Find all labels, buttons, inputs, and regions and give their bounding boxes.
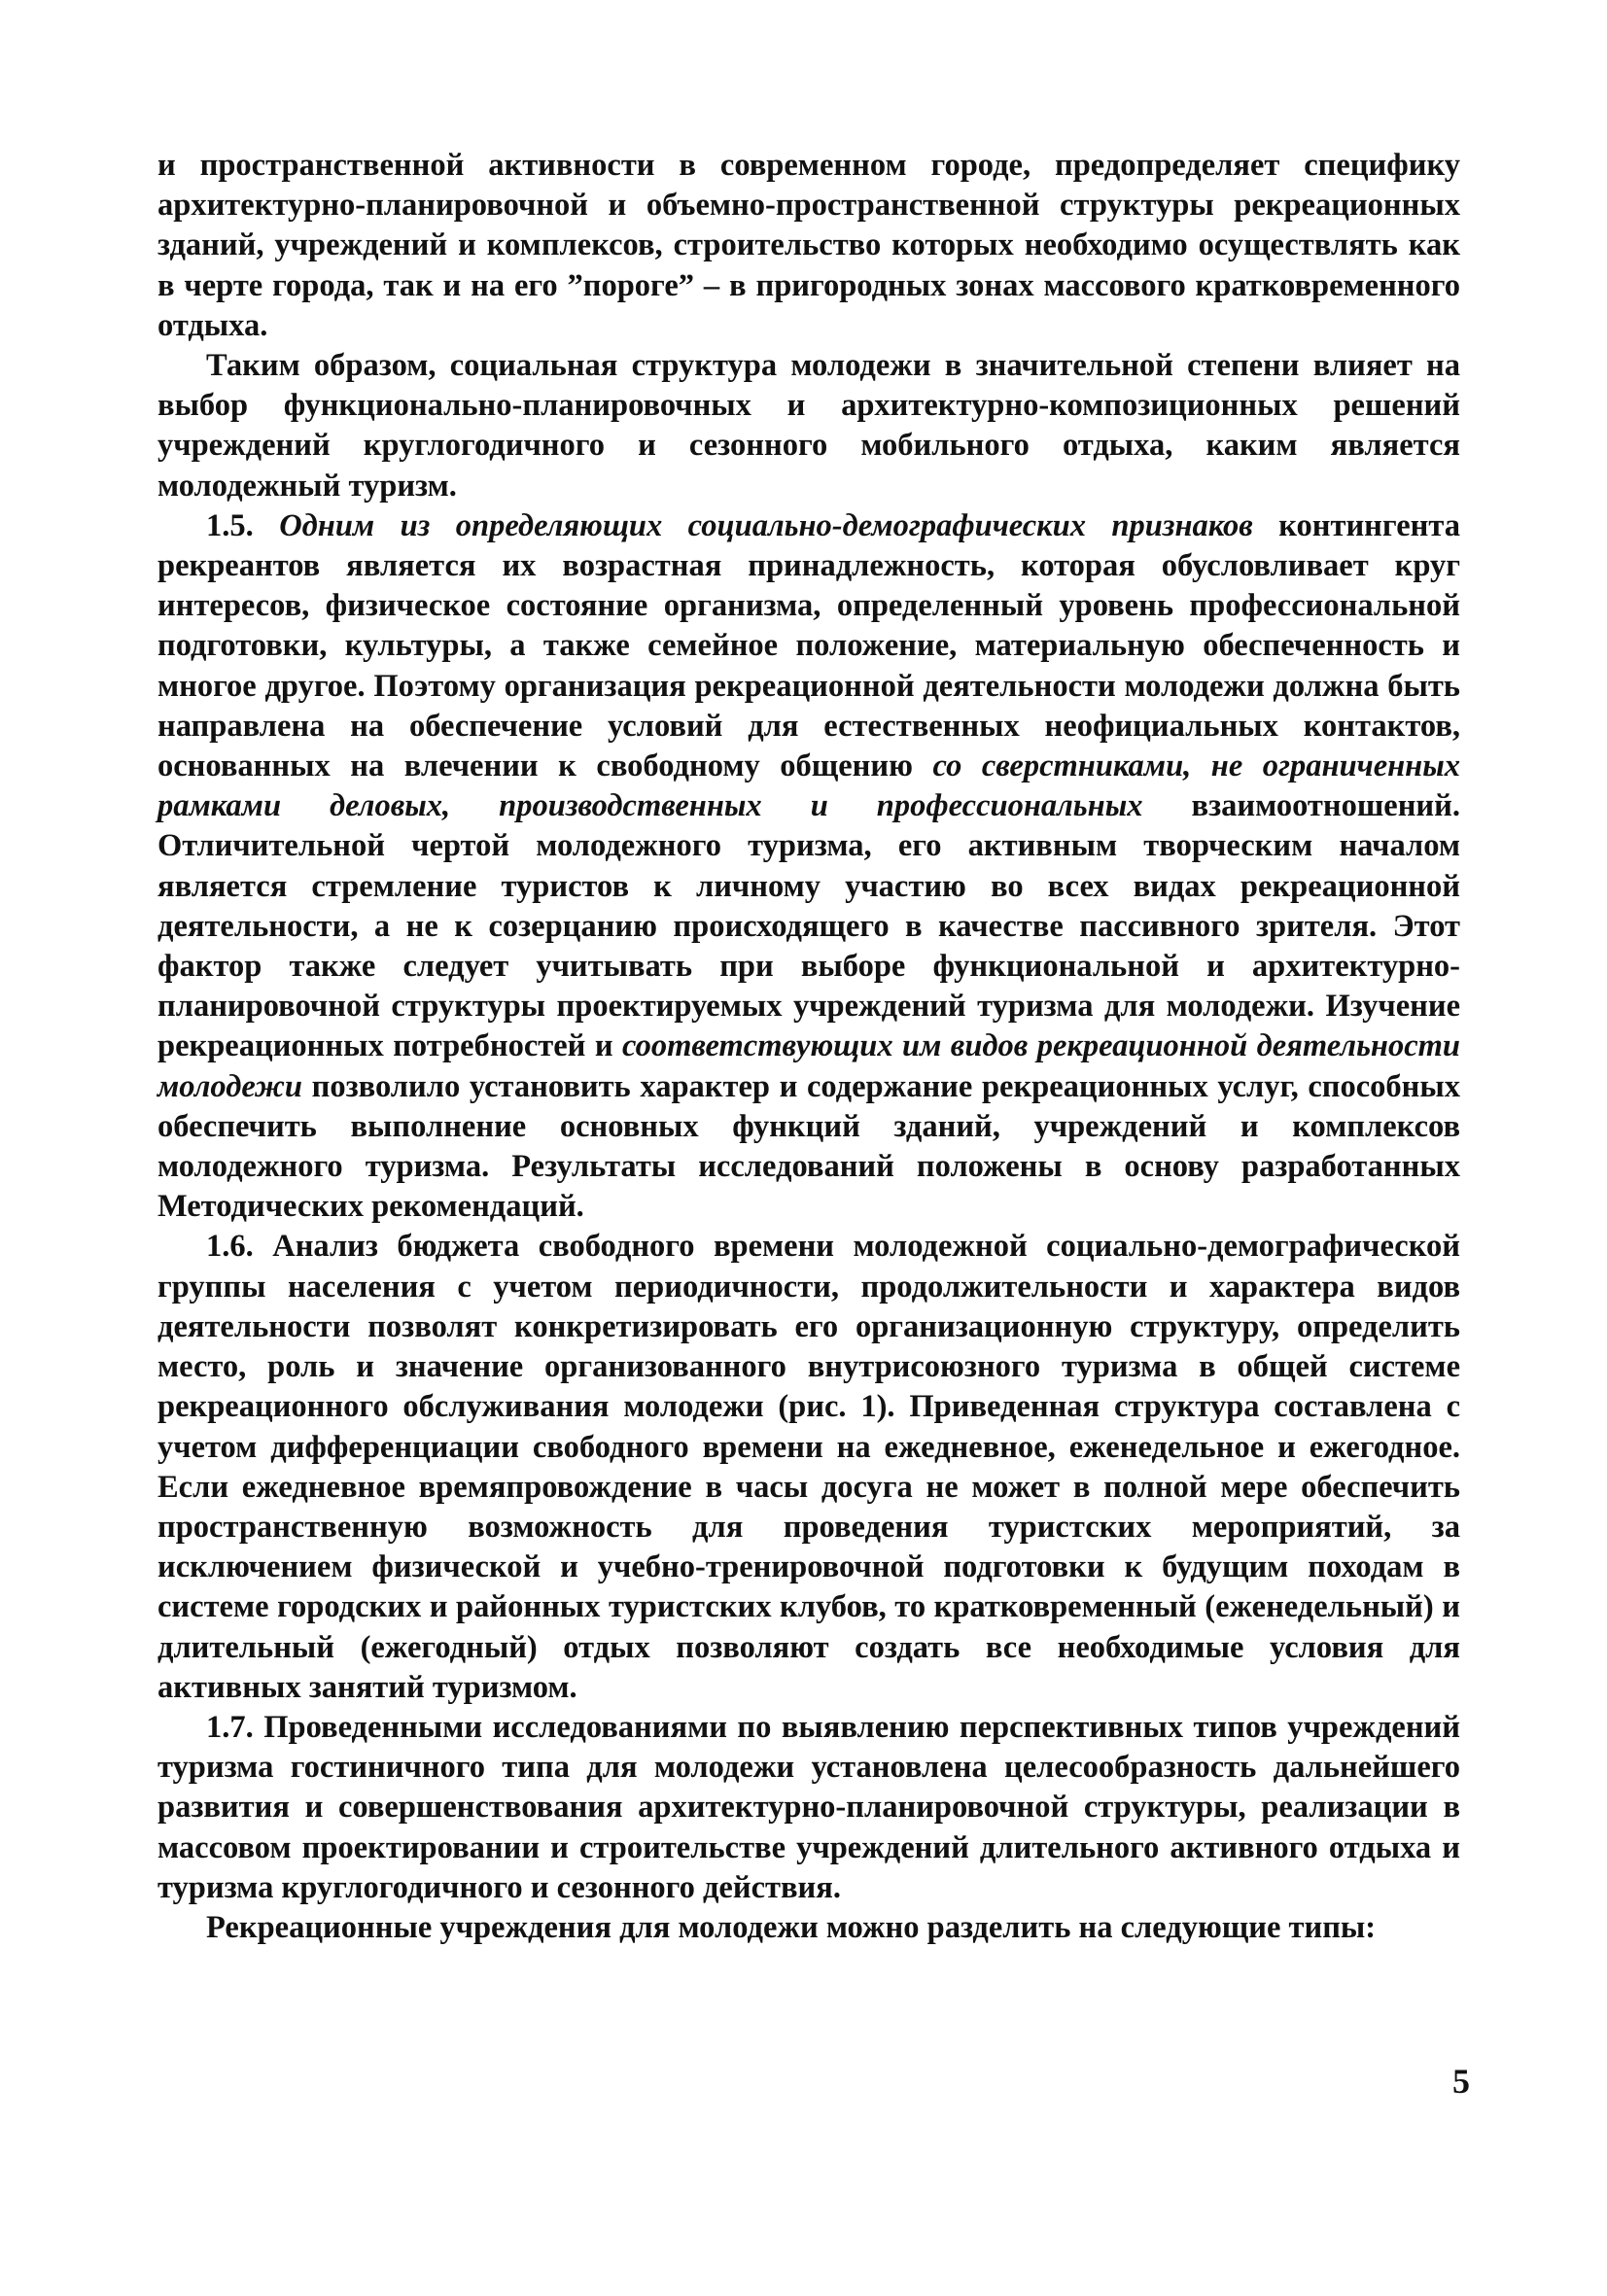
italic-phrase-2: со сверстниками, не ограниченных рамками деловых, производственных и профессиональных <box>157 748 1461 824</box>
paragraph-last-text: Рекреационные учреждения для молодежи можно разделить на следующие типы: <box>206 1909 1377 1945</box>
page-number: 5 <box>1452 2062 1470 2101</box>
paragraph-1-5 <box>157 506 1460 1228</box>
section-number-1-7: 1.7. <box>206 1709 254 1745</box>
paragraph-1-7-text: Проведенными исследованиями по выявлению перспективных типов учреждений туризма гостиничного типа для молодежи установлена целесообразность дальнейшего развития и совершенствования архитектурно-планировочной структуры, реализации в массовом проектировании и строительстве учреждений длительного активного отдыха и туризма круглогодичного и сезонного действия. <box>157 1709 1460 1905</box>
italic-phrase-3: соответствующих им видов рекреационной деятельности молодежи <box>157 1028 1460 1104</box>
paragraph-1-5-text-b: взаимоотношений. Отличительной чертой молодежного туризма, его активным творческим началом является стремление туристов к личному участию во всех видах рекреационной деятельности, а не к созерцанию происходящего в качестве пассивного зрителя. Этот фактор также следует учитывать при выборе функциональной и архитектурно-планировочной структуры проектируемых учреждений туризма для молодежи. Изучение рекреационных потребностей и <box>157 788 1461 1064</box>
paragraph-2 <box>157 346 1460 506</box>
paragraph-1-7 <box>157 1708 1460 1908</box>
section-number-1-6: 1.6. <box>206 1229 254 1265</box>
section-number-1-5: 1.5. <box>206 507 254 543</box>
paragraph-2-text: Таким образом, социальная структура молодежи в значительной степени влияет на выбор функционально-планировочных и архитектурно-композиционных решений учреждений круглогодичного и сезонного мобильного отдыха, каким является молодежный туризм. <box>157 348 1460 504</box>
paragraph-1 <box>157 146 1460 346</box>
paragraph-1-6-text: Анализ бюджета свободного времени молодежной социально-демографической группы населения с учетом периодичности, продолжительности и характера видов деятельности позволят конкретизировать его организационную структуру, определить место, роль и значение организованного внутрисоюзного туризма в общей системе рекреационного обслуживания молодежи (рис. 1). Приведенная структура составлена с учетом дифференциации свободного времени на ежедневное, еженедельное и ежегодное. Если ежедневное времяпровождение в часы досуга не может в полной мере обеспечить пространственную возможность для проведения туристских мероприятий, за исключением физической и учебно-тренировочной подготовки к будущим походам в системе городских и районных туристских клубов, то кратковременный (еженедельный) и длительный (ежегодный) отдых позволяют создать все необходимые условия для активных занятий туризмом. <box>157 1229 1460 1705</box>
paragraph-last <box>157 1908 1460 1948</box>
paragraph-1-5-text-c: позволило установить характер и содержание рекреационных услуг, способных обеспечить выполнение основных функций зданий, учреждений и комплексов молодежного туризма. Результаты исследований положены в основу разработанных Методических рекомендаций. <box>157 1068 1461 1225</box>
paragraph-1-5-text-a: контингента рекреантов является их возрастная принадлежность, которая обусловливает круг интересов, физическое состояние организма, определенный уровень профессиональной подготовки, культуры, а также семейное положение, материальную обеспеченность и многое другое. Поэтому организация рекреационной деятельности молодежи должна быть направлена на обеспечение условий для естественных неофициальных контактов, основанных на влечении к свободному общению <box>157 507 1460 784</box>
paragraph-1-text: и пространственной активности в современном городе, предопределяет специфику архитектурно-планировочной и объемно-пространственной структуры рекреационных зданий, учреждений и комплексов, строительство которых необходимо осуществлять как в черте города, так и на его ”пороге” – в пригородных зонах массового кратковременного отдыха. <box>157 148 1460 343</box>
italic-phrase-1: Одним из определяющих социально-демографических признаков <box>279 507 1253 543</box>
paragraph-1-6 <box>157 1227 1460 1707</box>
document-page <box>157 146 1460 1948</box>
